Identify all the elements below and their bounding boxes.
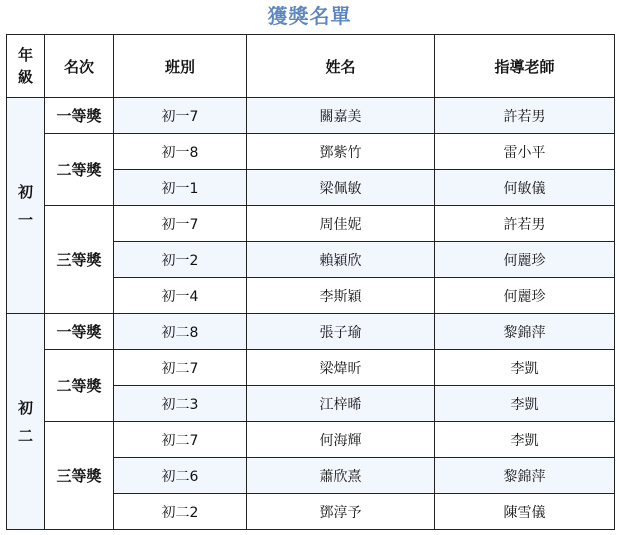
table-row xyxy=(7,314,615,350)
name-cell: 梁佩敏 xyxy=(247,170,435,206)
table-row xyxy=(7,134,615,170)
teacher-cell: 許若男 xyxy=(435,98,615,134)
name-cell: 鄧淳予 xyxy=(247,494,435,530)
header-grade-label: 年級 xyxy=(18,46,34,86)
grade-cell xyxy=(7,314,45,530)
name-cell: 梁煒昕 xyxy=(247,350,435,386)
teacher-cell: 雷小平 xyxy=(435,134,615,170)
class-cell: 初一8 xyxy=(114,134,247,170)
teacher-cell: 許若男 xyxy=(435,206,615,242)
class-cell: 初一7 xyxy=(114,206,247,242)
table-row xyxy=(7,350,615,386)
name-cell: 關嘉美 xyxy=(247,98,435,134)
name-cell: 蕭欣熹 xyxy=(247,458,435,494)
teacher-cell: 何麗珍 xyxy=(435,242,615,278)
rank-cell: 三等獎 xyxy=(45,206,114,314)
rank-cell: 一等獎 xyxy=(45,314,114,350)
name-cell: 賴穎欣 xyxy=(247,242,435,278)
award-table-body xyxy=(7,98,615,530)
rank-cell: 二等獎 xyxy=(45,350,114,422)
header-name: 姓名 xyxy=(247,35,435,98)
teacher-cell: 何麗珍 xyxy=(435,278,615,314)
rank-cell: 三等獎 xyxy=(45,422,114,530)
name-cell: 張子瑜 xyxy=(247,314,435,350)
table-row xyxy=(7,98,615,134)
header-class: 班別 xyxy=(114,35,247,98)
grade-label: 初一 xyxy=(18,182,34,229)
class-cell: 初二2 xyxy=(114,494,247,530)
rank-cell: 一等獎 xyxy=(45,98,114,134)
teacher-cell: 黎錦萍 xyxy=(435,458,615,494)
class-cell: 初一1 xyxy=(114,170,247,206)
rank-cell: 二等獎 xyxy=(45,134,114,206)
page-title: 獲獎名單 xyxy=(267,4,352,28)
name-cell: 鄧紫竹 xyxy=(247,134,435,170)
class-cell: 初一4 xyxy=(114,278,247,314)
teacher-cell: 李凱 xyxy=(435,422,615,458)
header-row xyxy=(7,35,615,98)
teacher-cell: 黎錦萍 xyxy=(435,314,615,350)
teacher-cell: 李凱 xyxy=(435,386,615,422)
class-cell: 初一7 xyxy=(114,98,247,134)
class-cell: 初二8 xyxy=(114,314,247,350)
header-grade xyxy=(7,35,45,98)
header-teacher: 指導老師 xyxy=(435,35,615,98)
name-cell: 周佳妮 xyxy=(247,206,435,242)
class-cell: 初一2 xyxy=(114,242,247,278)
class-cell: 初二6 xyxy=(114,458,247,494)
teacher-cell: 何敏儀 xyxy=(435,170,615,206)
teacher-cell: 李凱 xyxy=(435,350,615,386)
name-cell: 何海輝 xyxy=(247,422,435,458)
name-cell: 李斯穎 xyxy=(247,278,435,314)
table-row xyxy=(7,422,615,458)
header-rank: 名次 xyxy=(45,35,114,98)
teacher-cell: 陳雪儀 xyxy=(435,494,615,530)
grade-label: 初二 xyxy=(18,398,34,445)
award-table xyxy=(6,34,615,530)
class-cell: 初二7 xyxy=(114,350,247,386)
name-cell: 江梓晞 xyxy=(247,386,435,422)
class-cell: 初二3 xyxy=(114,386,247,422)
grade-cell xyxy=(7,98,45,314)
class-cell: 初二7 xyxy=(114,422,247,458)
table-row xyxy=(7,206,615,242)
